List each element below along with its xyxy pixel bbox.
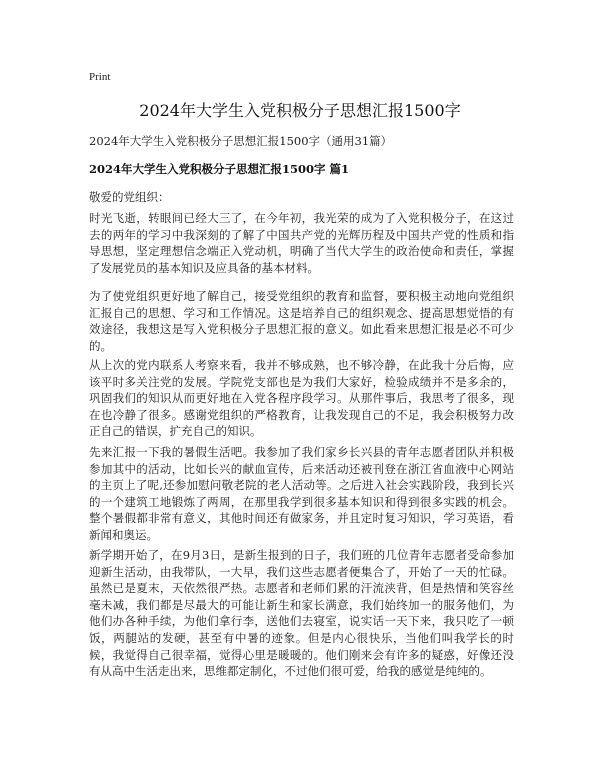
document-subtitle: 2024年大学生入党积极分子思想汇报1500字（通用31篇）	[89, 134, 393, 148]
page-title: 2024年大学生入党积极分子思想汇报1500字	[139, 101, 461, 120]
print-label[interactable]: Print	[89, 71, 111, 83]
body-paragraph: 先来汇报一下我的暑假生活吧。我参加了我们家乡长兴县的青年志愿者团队并积极参加其中的活动，比如长兴的献血宣传，后来活动还被刊登在浙江省血液中心网站的主页上了呢,还参加慰问敬老院的老人活动等。之后进入社会实践阶段，我到长兴的一个建筑工地锻炼了两周，在那里我学到很多基本知识和得到很多实践的机会。整个暑假都非常有意义，其他时间还有做家务，并且定时复习知识，学习英语，看新闻和奥运。	[89, 445, 514, 542]
body-paragraph: 时光飞逝，转眼间已经大三了，在今年初，我光荣的成为了入党积极分子，在这过去的两年的学习中我深刻的了解了中国共产党的光辉历程及中国共产党的性质和指导思想，坚定理想信念端正入党动机，明确了当代大学生的政治使命和责任，掌握了发展党员的基本知识及应具备的基本材料。	[89, 211, 514, 275]
greeting: 敬爱的党组织：	[89, 190, 170, 204]
body-paragraph: 为了使党组织更好地了解自己，接受党组织的教育和监督，要积极主动地向党组织汇报自己的思想、学习和工作情况。这是培养自己的组织观念、提高思想觉悟的有效途径，我想这是写入党积极分子思想汇报的意义。如此看来思想汇报是必不可少的。	[89, 289, 514, 353]
body-paragraph: 从上次的党内联系人考察来看，我并不够成熟，也不够冷静，在此我十分后悔，应该平时多关注党的发展。学院党支部也是为我们大家好，检验成绩并不是多余的，巩固我们的知识从而更好地在入党各程序段学习。从那件事后，我思考了很多，现在也冷静了很多。感谢党组织的严格教育，让我发现自己的不足，我会积极努力改正自己的错误，扩充自己的知识。	[89, 358, 514, 439]
section-heading: 2024年大学生入党积极分子思想汇报1500字 篇1	[89, 162, 350, 176]
body-paragraph: 新学期开始了，在9月3日，是新生报到的日子，我们班的几位青年志愿者受命参加迎新生活动，由我带队，一大早，我们这些志愿者便集合了，开始了一天的忙碌。虽然已是夏末，天依然很严热。志愿者和老师们累的汗流浃背，但是热情和笑容丝毫未减，我们都是尽最大的可能让新生和家长满意，我们始终加一的服务他们，为他们办各种手续，为他们拿行李，送他们去寝室，说实话一天下来，我只吃了一顿饭，两腿站的发硬，甚至有中暑的迹象。但是内心很快乐，当他们叫我学长的时候，我觉得自己很幸福，觉得心里是暖暖的。他们刚来会有许多的疑惑，好像还没有从高中生活走出来，思维都定制化，不过他们很可爱，给我的感觉是纯纯的。	[89, 548, 514, 679]
